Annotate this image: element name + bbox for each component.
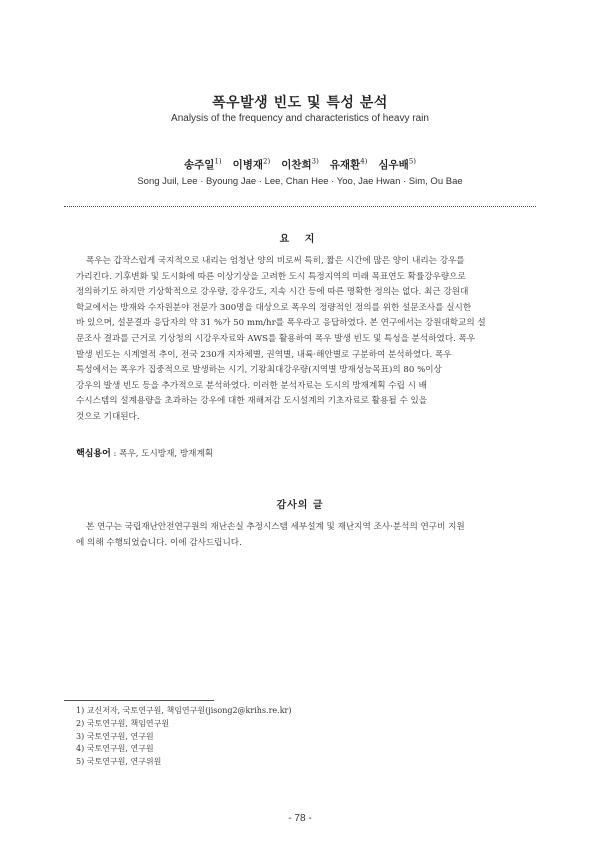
- abstract-line: 강우의 발생 빈도 등을 추가적으로 분석하였다. 이러한 분석자료는 도시의 방재계획 수립 시 배: [76, 380, 427, 391]
- abstract-line: 것으로 기대된다.: [76, 411, 140, 422]
- footnote: 3) 국토연구원, 연구원: [76, 731, 154, 741]
- abstract-line: 문조사 결과를 근거로 기상청의 시강우자료와 AWS를 활용하여 폭우 발생 빈도 및 특성을 분석하였다. 폭우: [76, 333, 476, 344]
- abstract-line: 가리킨다. 기후변화 및 도시화에 따른 이상기상을 고려한 도시 특정지역의 미래 목표연도 확률강우량으로: [76, 271, 466, 282]
- footnote-divider: [64, 700, 214, 701]
- author-1: 송주일$^{1)}$: [184, 157, 222, 171]
- footnote: 2) 국토연구원, 책임연구원: [76, 718, 170, 728]
- author-4: 유재환$^{4)}$: [329, 157, 368, 171]
- keywords-label: 핵심용어: [76, 449, 111, 459]
- acknowledgement-line: 에 의해 수행되었습니다. 이에 감사드립니다.: [76, 537, 242, 548]
- keywords: [76, 446, 526, 459]
- abstract-heading: 요 지: [279, 234, 321, 245]
- authors-english: Song Juil, Lee · Byoung Jae · Lee, Chan Hee · Yoo, Jae Hwan · Sim, Ou Bae: [137, 176, 463, 187]
- acknowledgement-line: 본 연구는 국립재난안전연구원의 재난손실 추정시스템 세부설계 및 재난지역 조사·분석의 연구비 지원: [86, 522, 465, 532]
- abstract-body: [76, 254, 526, 426]
- abstract-line: 정의하기도 하지만 기상학적으로 강우량, 강우강도, 지속 시간 등에 따른 명확한 정의는 없다. 최근 강원대: [76, 287, 469, 298]
- footnote: 5) 국토연구원, 연구위원: [76, 757, 162, 767]
- keywords-separator: :: [110, 449, 120, 459]
- acknowledgement-heading: 감사의 글: [276, 500, 324, 511]
- author-5: 심우배$^{5)}$: [378, 157, 416, 171]
- keywords-value: 폭우, 도시방재, 방재계획: [119, 449, 214, 459]
- abstract-line: 바 있으며, 설문결과 응답자의 약 31 %가 50 mm/hr를 폭우라고 응답하였다. 본 연구에서는 강원대학교의 설: [76, 318, 486, 329]
- paper-subtitle: Analysis of the frequency and characteristics of heavy rain: [171, 113, 429, 124]
- author-3: 이찬희$^{3)}$: [281, 157, 319, 171]
- author-2: 이병재$^{2)}$: [232, 157, 271, 171]
- abstract-line: 수시스템의 설계용량을 초과하는 강우에 대한 재해저감 도시설계의 기초자료로 활용될 수 있을: [76, 396, 428, 407]
- abstract-line: 학교에서는 방재와 수자원분야 전문가 300명을 대상으로 폭우의 정량적인 정의를 위한 설문조사를 실시한: [76, 302, 472, 313]
- abstract-line: 특성에서는 폭우가 집중적으로 발생하는 시기, 기왕최대강우량(지역별 방재성능목표)의 80 %이상: [76, 365, 442, 376]
- footnote: 4) 국토연구원, 연구원: [76, 744, 154, 754]
- acknowledgement-body: [76, 520, 526, 551]
- authors-korean: [0, 157, 600, 172]
- footnotes: [76, 705, 526, 769]
- footnote: 1) 교신저자, 국토연구원, 책임연구원(jisong2@krihs.re.kr): [76, 706, 292, 715]
- abstract-line: 폭우는 갑작스럽게 국지적으로 내리는 엄청난 양의 비로써 특히, 짧은 시간에 많은 양이 내리는 강우를: [86, 256, 465, 266]
- abstract-line: 발생 빈도는 시계열적 추이, 전국 230개 지자체별, 권역별, 내륙·해안별로 구분하여 분석하였다. 폭우: [76, 349, 452, 360]
- header-divider: [64, 206, 536, 207]
- paper-title: 폭우발생 빈도 및 특성 분석: [212, 95, 388, 111]
- page-number: - 78 -: [288, 813, 312, 824]
